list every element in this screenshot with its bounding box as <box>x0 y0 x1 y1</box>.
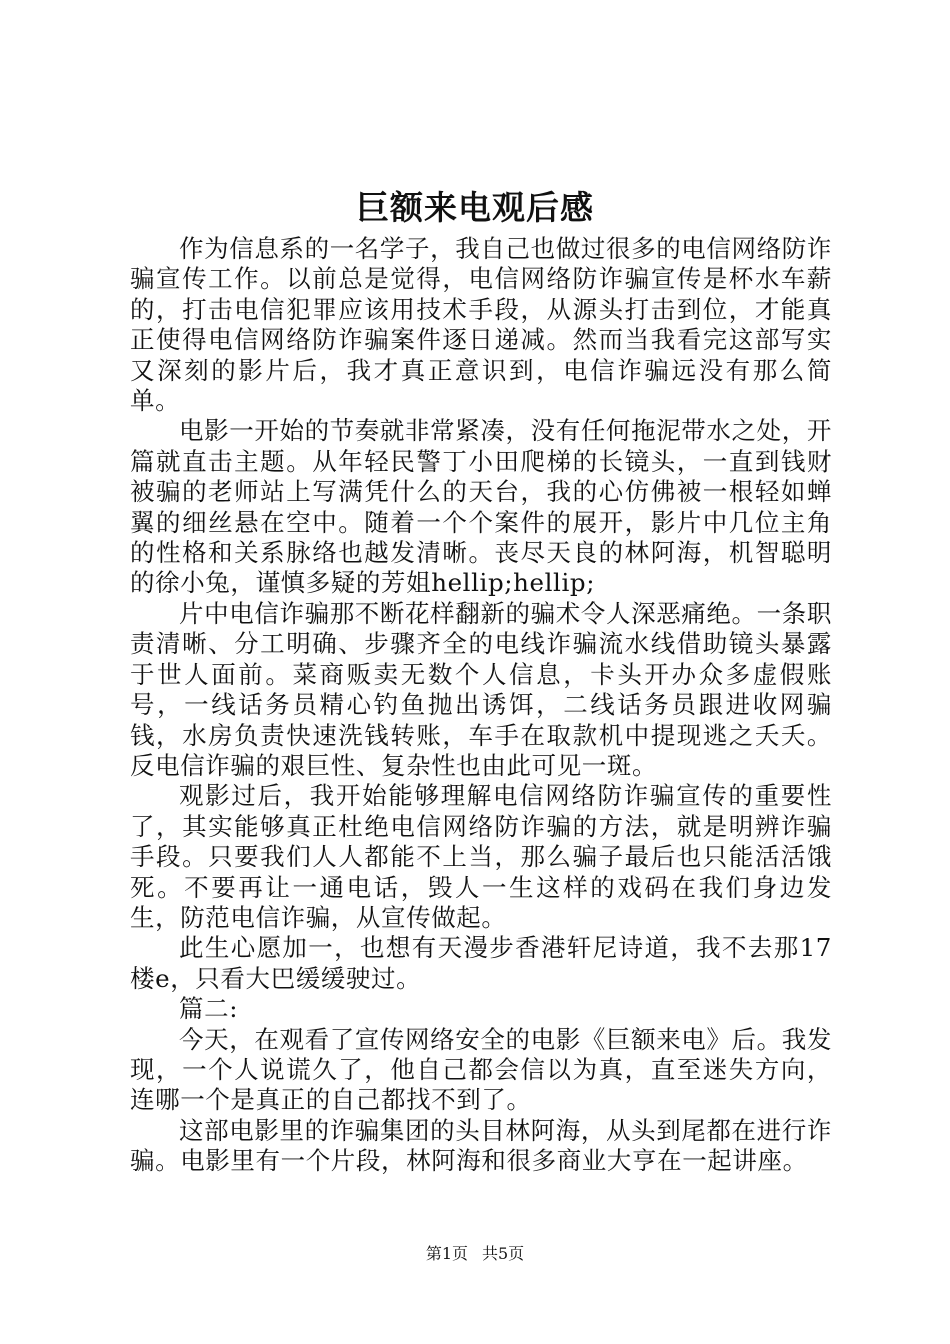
paragraph: 此生心愿加一，也想有天漫步香港轩尼诗道，我不去那17楼e，只看大巴缓缓驶过。 <box>130 933 832 993</box>
page-footer <box>0 1244 950 1264</box>
paragraph: 观影过后，我开始能够理解电信网络防诈骗宣传的重要性了，其实能够真正杜绝电信网络防诈骗的方法，就是明辨诈骗手段。只要我们人人都能不上当，那么骗子最后也只能活活饿死。不要再让一通电话，毁人一生这样的戏码在我们身边发生，防范电信诈骗，从宣传做起。 <box>130 781 832 932</box>
section-heading: 篇二: <box>179 994 239 1024</box>
paragraph: 今天，在观看了宣传网络安全的电影《巨额来电》后。我发现，一个人说谎久了，他自己都会信以为真，直至迷失方向，连哪一个是真正的自己都找不到了。 <box>130 1024 832 1115</box>
page-number: 第1页 <box>425 1244 468 1263</box>
paragraph: 电影一开始的节奏就非常紧凑，没有任何拖泥带水之处，开篇就直击主题。从年轻民警丁小田爬梯的长镜头，一直到钱财被骗的老师站上写满凭什么的天台，我的心仿佛被一根轻如蝉翼的细丝悬在空中。随着一个个案件的展开，影片中几位主角的性格和关系脉络也越发清晰。丧尽天良的林阿海，机智聪明的徐小兔，谨慎多疑的芳姐hellip;hellip; <box>130 416 832 598</box>
paragraph: 这部电影里的诈骗集团的头目林阿海，从头到尾都在进行诈骗。电影里有一个片段，林阿海和很多商业大亨在一起讲座。 <box>130 1115 832 1176</box>
page-total: 共5页 <box>482 1244 525 1263</box>
document-body <box>130 234 832 1177</box>
document-title: 巨额来电观后感 <box>356 188 594 227</box>
paragraph: 作为信息系的一名学子，我自己也做过很多的电信网络防诈骗宣传工作。以前总是觉得，电信网络防诈骗宣传是杯水车薪的，打击电信犯罪应该用技术手段，从源头打击到位，才能真正使得电信网络防诈骗案件逐日递减。然而当我看完这部写实又深刻的影片后，我才真正意识到，电信诈骗远没有那么简单。 <box>130 234 832 416</box>
paragraph: 片中电信诈骗那不断花样翻新的骗术令人深恶痛绝。一条职责清晰、分工明确、步骤齐全的电线诈骗流水线借助镜头暴露于世人面前。菜商贩卖无数个人信息，卡头开办众多虚假账号，一线话务员精心钓鱼抛出诱饵，二线话务员跟进收网骗钱，水房负责快速洗钱转账，车手在取款机中提现逃之夭夭。反电信诈骗的艰巨性、复杂性也由此可见一斑。 <box>130 598 832 780</box>
